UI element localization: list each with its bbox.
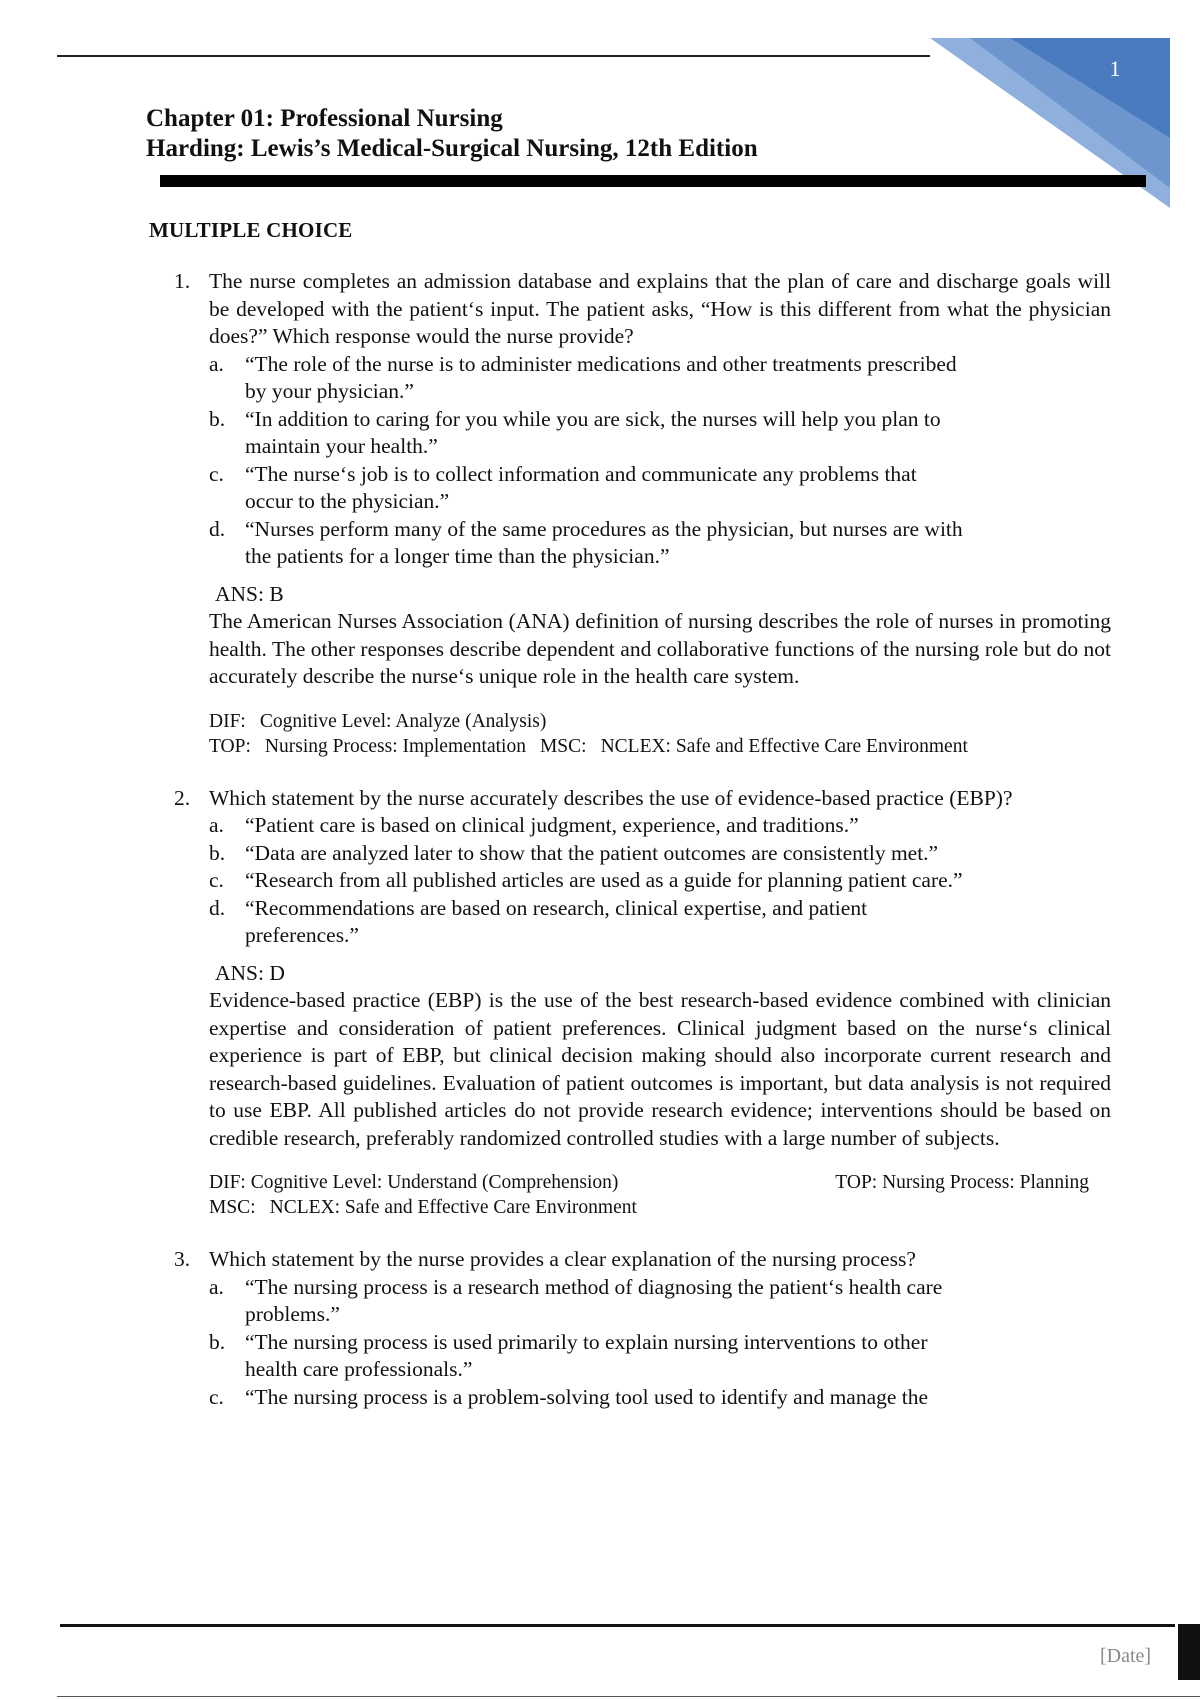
option-text: “The nursing process is a problem-solving tool used to identify and manage the bbox=[245, 1384, 929, 1409]
option-letter: c. bbox=[209, 1384, 224, 1409]
option-text: “Patient care is based on clinical judgment, experience, and traditions.” bbox=[245, 813, 859, 837]
option-c bbox=[209, 461, 969, 516]
section-heading: MULTIPLE CHOICE bbox=[149, 218, 353, 242]
option-c bbox=[209, 1384, 1065, 1412]
option-d bbox=[209, 516, 969, 571]
question-metadata bbox=[209, 709, 1111, 759]
option-text: “Data are analyzed later to show that the patient outcomes are consistently met.” bbox=[245, 840, 939, 865]
document-header bbox=[146, 104, 758, 164]
question-list bbox=[0, 268, 1200, 1411]
option-letter: b. bbox=[209, 1329, 226, 1354]
option-b bbox=[209, 406, 969, 461]
option-letter: d. bbox=[209, 516, 226, 541]
rationale: The American Nurses Association (ANA) definition of nursing describes the role of nurses in promoting health. The other responses describe dependent and collaborative functions of the nursing role but do not accurately describe the nurse‘s unique role in the health care system. bbox=[209, 609, 1111, 688]
question-3 bbox=[174, 1246, 1111, 1411]
option-letter: b. bbox=[209, 840, 226, 865]
option-letter: a. bbox=[209, 813, 224, 837]
question-stem: Which statement by the nurse accurately describes the use of evidence-based practice (EBP)? bbox=[209, 785, 1013, 810]
top-msc-row bbox=[209, 734, 1111, 759]
footer-date: [Date] bbox=[1100, 1645, 1152, 1667]
option-letter: a. bbox=[209, 351, 224, 376]
question-stem: Which statement by the nurse provides a clear explanation of the nursing process? bbox=[209, 1247, 916, 1271]
dif-label: DIF: bbox=[209, 1172, 246, 1193]
msc-value: NCLEX: Safe and Effective Care Environment bbox=[600, 735, 968, 757]
question-number: 2. bbox=[174, 785, 191, 810]
option-c bbox=[209, 867, 1109, 895]
dif-label: DIF: bbox=[209, 710, 246, 732]
question-metadata bbox=[209, 1170, 1111, 1220]
answer-options bbox=[209, 1274, 979, 1412]
header-rule bbox=[160, 175, 1146, 187]
msc-value: NCLEX: Safe and Effective Care Environment bbox=[269, 1197, 637, 1218]
option-text: “Nurses perform many of the same procedures as the physician, but nurses are with the patients for a longer time than the physician.” bbox=[245, 516, 963, 568]
question-number: 1. bbox=[174, 269, 191, 293]
footer-rule bbox=[60, 1624, 1175, 1627]
question-number: 3. bbox=[174, 1247, 191, 1271]
option-text: “Recommendations are based on research, clinical expertise, and patient preferences.” bbox=[245, 895, 868, 947]
option-d bbox=[209, 895, 885, 950]
option-letter: d. bbox=[209, 895, 226, 920]
dif-group bbox=[209, 1170, 618, 1195]
option-a bbox=[209, 812, 1109, 840]
dif-value: Cognitive Level: Understand (Comprehension) bbox=[250, 1172, 619, 1193]
rationale: Evidence-based practice (EBP) is the use of the best research-based evidence combined with clinician expertise and consideration of patient preferences. Clinical judgment based on the nurse‘s clinical experience is part of EBP, but clinical decision making should also incorporate current research and research-based guidelines. Evaluation of patient outcomes is important, but data analysis is not required to use EBP. All published articles do not provide research evidence; interventions should be based on credible research, preferably randomized controlled studies with a large number of subjects. bbox=[209, 988, 1111, 1150]
msc-row bbox=[209, 1195, 1111, 1220]
option-text: “The nursing process is used primarily to explain nursing interventions to other health care professionals.” bbox=[245, 1329, 928, 1381]
option-text: “The nursing process is a research method of diagnosing the patient‘s health care problems.” bbox=[245, 1274, 943, 1326]
option-letter: c. bbox=[209, 868, 224, 892]
msc-label: MSC: bbox=[539, 735, 587, 757]
dif-top-row bbox=[209, 1170, 1089, 1195]
option-a bbox=[209, 1274, 979, 1329]
answer-options bbox=[209, 351, 969, 571]
answer-key: ANS: B bbox=[215, 581, 284, 606]
option-text: “Research from all published articles are used as a guide for planning patient care.” bbox=[245, 868, 963, 892]
question-1 bbox=[174, 268, 1111, 759]
option-text: “In addition to caring for you while you are sick, the nurses will help you plan to maintain your health.” bbox=[245, 406, 941, 458]
top-value: TOP: Nursing Process: Planning bbox=[835, 1172, 1089, 1193]
bottom-rule bbox=[57, 1696, 1200, 1697]
msc-label: MSC: bbox=[209, 1197, 256, 1218]
footer-block bbox=[1178, 1624, 1200, 1680]
top-rule bbox=[57, 55, 930, 57]
option-b bbox=[209, 1329, 979, 1384]
option-b bbox=[209, 840, 1109, 868]
option-letter: c. bbox=[209, 461, 224, 486]
answer-key: ANS: D bbox=[215, 960, 285, 985]
dif-row bbox=[209, 709, 1111, 734]
option-a bbox=[209, 351, 969, 406]
option-letter: b. bbox=[209, 406, 226, 431]
chapter-title: Chapter 01: Professional Nursing bbox=[146, 105, 503, 132]
question-2 bbox=[174, 785, 1111, 1221]
dif-value: Cognitive Level: Analyze (Analysis) bbox=[259, 710, 547, 732]
book-title: Harding: Lewis’s Medical-Surgical Nursing, 12th Edition bbox=[146, 135, 758, 162]
answer-options bbox=[209, 812, 1109, 950]
option-letter: a. bbox=[209, 1274, 224, 1299]
top-label: TOP: bbox=[209, 735, 251, 757]
top-value: Nursing Process: Implementation bbox=[264, 735, 526, 757]
option-text: “The role of the nurse is to administer medications and other treatments prescribed by your physician.” bbox=[245, 351, 957, 403]
option-text: “The nurse‘s job is to collect information and communicate any problems that occur to the physician.” bbox=[245, 461, 917, 513]
page-number: 1 bbox=[1109, 56, 1121, 81]
question-stem: The nurse completes an admission database and explains that the plan of care and discharge goals will be developed with the patient‘s input. The patient asks, “How is this different from what the physician does?” Which response would the nurse provide? bbox=[209, 269, 1111, 348]
